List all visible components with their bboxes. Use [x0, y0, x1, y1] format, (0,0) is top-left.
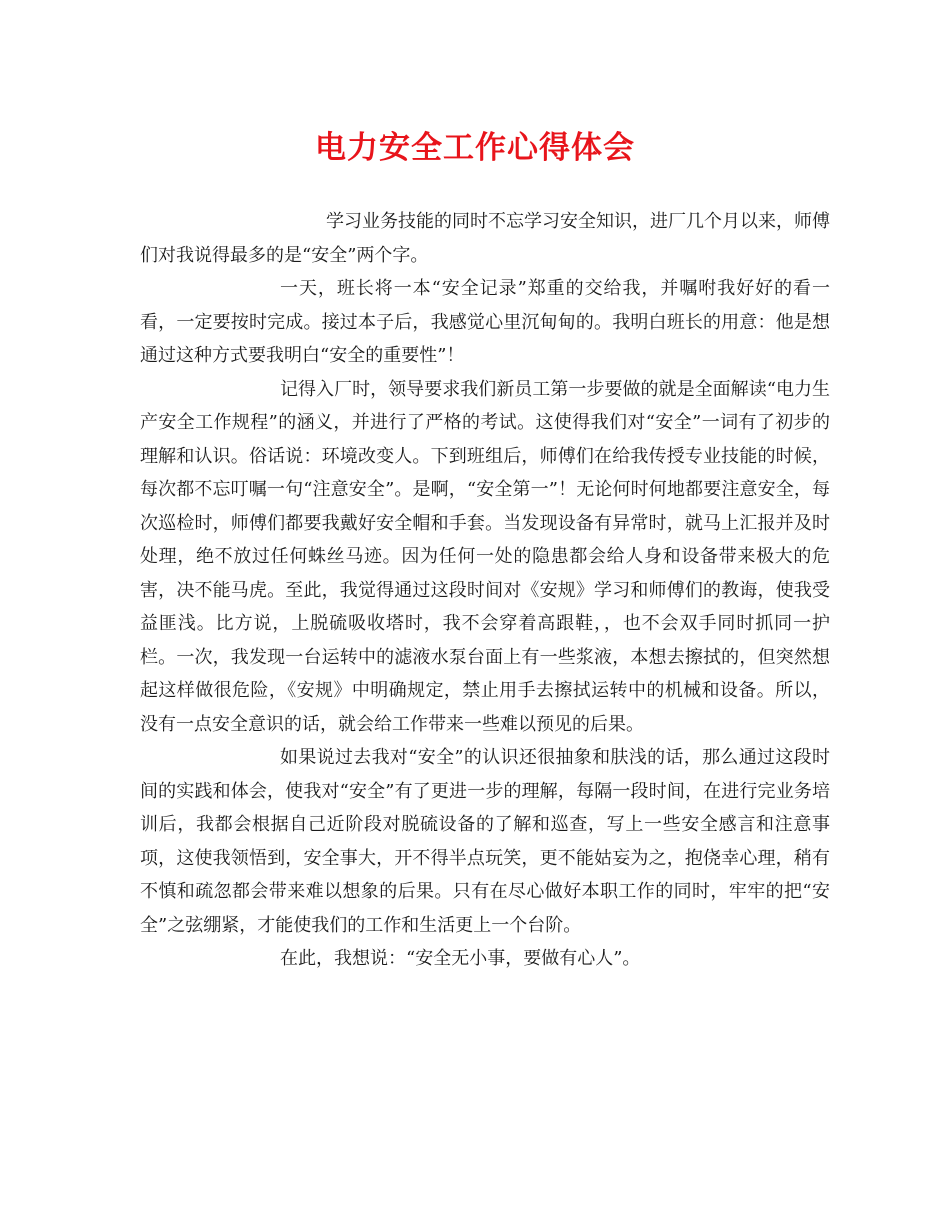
paragraph-4: 如果说过去我对“安全”的认识还很抽象和肤浅的话，那么通过这段时间的实践和体会，使我对“安全”有了更进一步的理解，每隔一段时间，在进行完业务培训后，我都会根据自己近阶段对脱硫设备的了解和巡查，写上一些安全感言和注意事项，这使我领悟到，安全事大，开不得半点玩笑，更不能姑妄为之，抱侥幸心理，稍有不慎和疏忽都会带来难以想象的后果。只有在尽心做好本职工作的同时，牢牢的把“安全”之弦绷紧，才能使我们的工作和生活更上一个台阶。 [140, 747, 830, 936]
paragraph-3: 记得入厂时，领导要求我们新员工第一步要做的就是全面解读“电力生产安全工作规程”的涵义，并进行了严格的考试。这使得我们对“安全”一词有了初步的理解和认识。俗话说：环境改变人。下到班组后，师傅们在给我传授专业技能的时候，每次都不忘叮嘱一句“注意安全”。是啊，“安全第一”！无论何时何地都要注意安全，每次巡检时，师傅们都要我戴好安全帽和手套。当发现设备有异常时，就马上汇报并及时处理，绝不放过任何蛛丝马迹。因为任何一处的隐患都会给人身和设备带来极大的危害，决不能马虎。至此，我觉得通过这段时间对《安规》学习和师傅们的教诲，使我受益匪浅。比方说，上脱硫吸收塔时，我不会穿着高跟鞋，，也不会双手同时抓同一护栏。一次，我发现一台运转中的滤液水泵台面上有一些浆液，本想去擦拭的，但突然想起这样做很危险，《安规》中明确规定，禁止用手去擦拭运转中的机械和设备。所以，没有一点安全意识的话，就会给工作带来一些难以预见的后果。 [140, 378, 830, 735]
paragraph-5: 在此，我想说：“安全无小事，要做有心人”。 [280, 948, 641, 969]
paragraph-2: 一天，班长将一本“安全记录”郑重的交给我，并嘱咐我好好的看一看，一定要按时完成。接过本子后，我感觉心里沉甸甸的。我明白班长的用意：他是想通过这种方式要我明白“安全的重要性”！ [140, 278, 830, 366]
paragraph-1: 学习业务技能的同时不忘学习安全知识，进厂几个月以来，师傅们对我说得最多的是“安全”两个字。 [140, 211, 830, 266]
document-body [140, 205, 830, 976]
document-title: 电力安全工作心得体会 [315, 130, 635, 166]
